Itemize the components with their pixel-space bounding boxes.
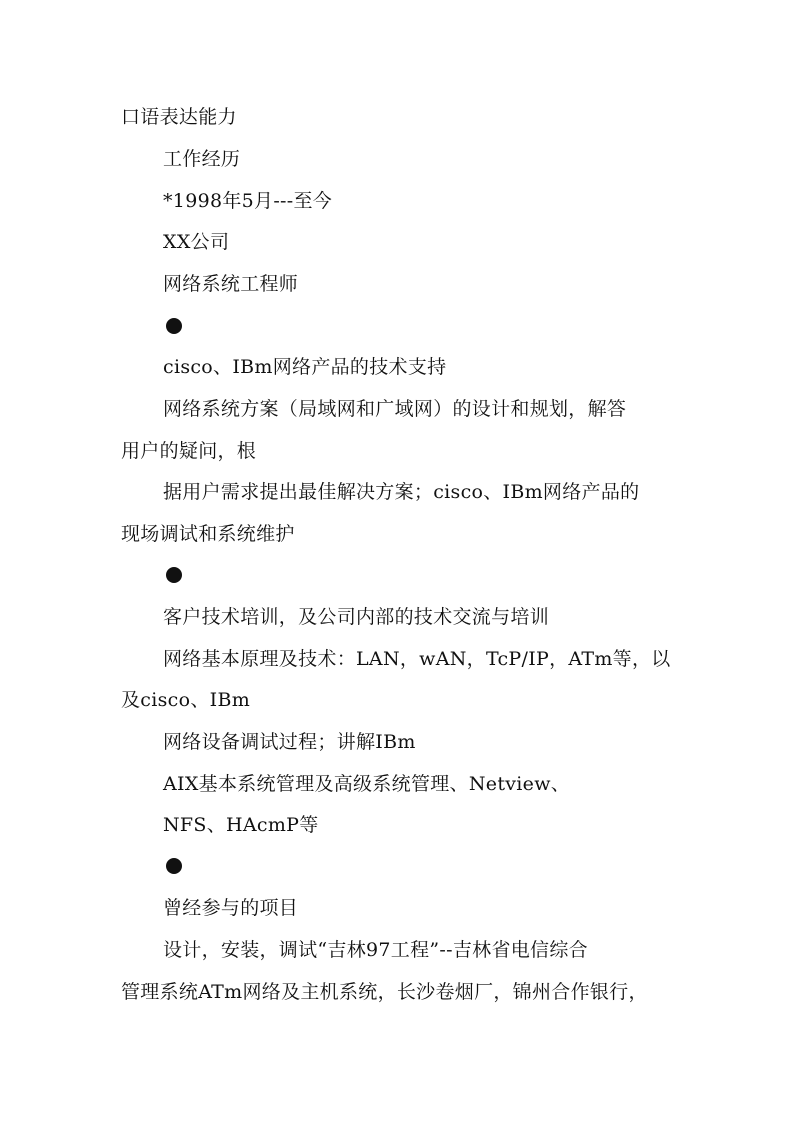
text-line: 网络系统方案（局域网和广域网）的设计和规划，解答 <box>163 398 627 420</box>
text-line: NFS、HAcmP等 <box>163 814 319 836</box>
text-line: 据用户需求提出最佳解决方案；cisco、IBm网络产品的 <box>163 481 640 503</box>
section-heading-work-experience: 工作经历 <box>163 148 241 170</box>
text-line: 网络基本原理及技术：LAN，wAN，TcP/IP，ATm等，以 <box>163 648 671 670</box>
bullet-icon <box>166 567 182 583</box>
text-line: cisco、IBm网络产品的技术支持 <box>163 356 447 378</box>
bullet-icon <box>166 858 182 874</box>
text-line: *1998年5月---至今 <box>163 190 333 212</box>
text-line: 口语表达能力 <box>121 106 237 128</box>
text-line: 网络系统工程师 <box>163 273 299 295</box>
text-line: 现场调试和系统维护 <box>121 523 295 545</box>
text-line: 客户技术培训，及公司内部的技术交流与培训 <box>163 606 550 628</box>
text-line: 及cisco、IBm <box>121 689 251 711</box>
text-line: 设计，安装，调试“吉林97工程”--吉林省电信综合 <box>163 939 588 961</box>
text-line: 网络设备调试过程；讲解IBm <box>163 731 416 753</box>
text-line: AIX基本系统管理及高级系统管理、Netview、 <box>163 773 571 795</box>
text-line: 管理系统ATm网络及主机系统，长沙卷烟厂，锦州合作银行， <box>121 981 648 1003</box>
text-line: XX公司 <box>163 231 230 253</box>
text-line: 用户的疑问，根 <box>121 440 257 462</box>
bullet-icon <box>166 318 182 334</box>
section-heading-projects: 曾经参与的项目 <box>163 897 299 919</box>
